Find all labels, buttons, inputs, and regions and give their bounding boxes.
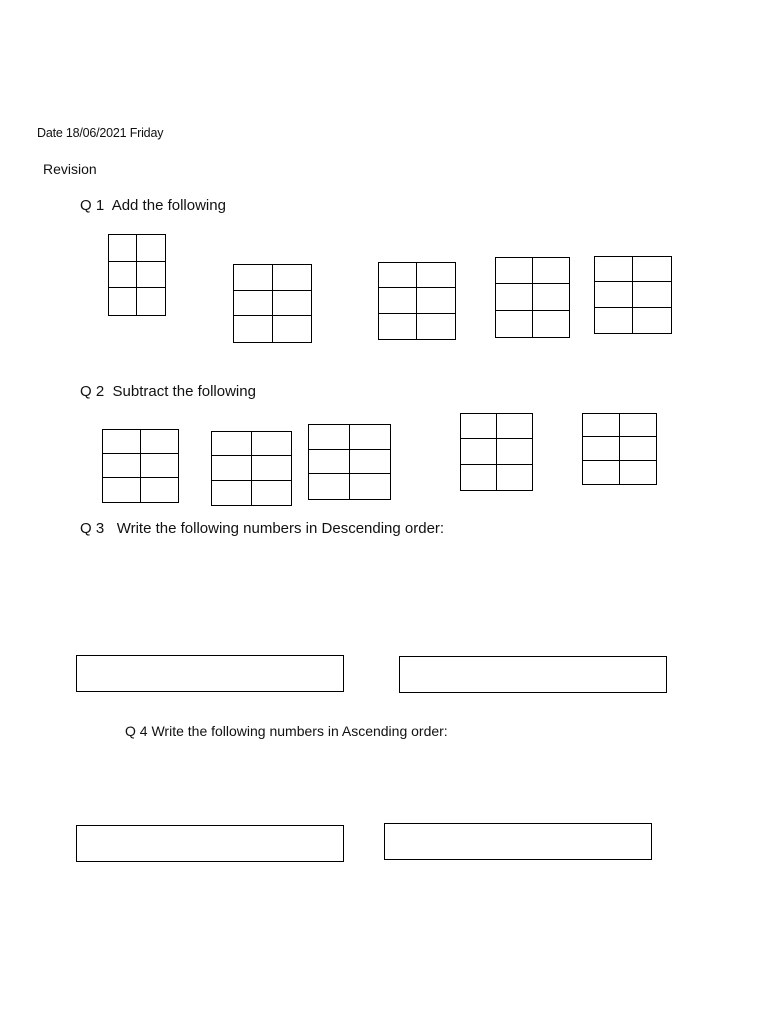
grid-cell[interactable] (234, 265, 273, 291)
grid-cell[interactable] (583, 461, 620, 484)
grid-cell[interactable] (496, 311, 533, 337)
grid-cell[interactable] (109, 288, 137, 315)
subtraction-grid[interactable] (102, 429, 179, 503)
grid-cell[interactable] (212, 481, 252, 505)
question-1-heading (80, 197, 226, 214)
grid-cell[interactable] (273, 316, 312, 342)
grid-cell[interactable] (234, 316, 273, 342)
ascending-answer-box[interactable] (76, 825, 344, 862)
subtraction-grid[interactable] (211, 431, 292, 506)
addition-grid[interactable] (594, 256, 672, 334)
grid-cell[interactable] (379, 263, 417, 288)
grid-cell[interactable] (496, 258, 533, 284)
grid-cell[interactable] (103, 478, 141, 502)
question-number: Q 3 (80, 520, 105, 537)
grid-cell[interactable] (461, 465, 497, 490)
date-label: Date 18/06/2021 Friday (37, 126, 164, 140)
question-text: Subtract the following (112, 383, 256, 400)
ascending-answer-box[interactable] (384, 823, 652, 860)
grid-cell[interactable] (212, 456, 252, 480)
grid-cell[interactable] (583, 437, 620, 460)
grid-cell[interactable] (309, 474, 350, 499)
grid-cell[interactable] (620, 414, 657, 437)
question-number: Q 2 (80, 383, 105, 400)
grid-cell[interactable] (633, 282, 671, 307)
grid-cell[interactable] (309, 450, 350, 475)
question-number: Q 4 (125, 723, 148, 739)
grid-cell[interactable] (212, 432, 252, 456)
addition-grid[interactable] (108, 234, 166, 316)
addition-grid[interactable] (233, 264, 312, 343)
question-3-heading (80, 520, 444, 537)
grid-cell[interactable] (417, 314, 455, 339)
addition-grid[interactable] (495, 257, 570, 338)
grid-cell[interactable] (137, 235, 165, 262)
grid-cell[interactable] (496, 284, 533, 310)
grid-cell[interactable] (350, 450, 391, 475)
grid-cell[interactable] (595, 282, 633, 307)
grid-cell[interactable] (417, 263, 455, 288)
grid-cell[interactable] (595, 257, 633, 282)
grid-cell[interactable] (595, 308, 633, 333)
grid-cell[interactable] (141, 454, 179, 478)
grid-cell[interactable] (350, 425, 391, 450)
question-number: Q 1 (80, 197, 105, 214)
grid-cell[interactable] (379, 288, 417, 313)
grid-cell[interactable] (252, 456, 292, 480)
grid-cell[interactable] (109, 235, 137, 262)
question-2-heading (80, 383, 256, 400)
grid-cell[interactable] (103, 430, 141, 454)
grid-cell[interactable] (141, 430, 179, 454)
grid-cell[interactable] (252, 432, 292, 456)
grid-cell[interactable] (417, 288, 455, 313)
grid-cell[interactable] (497, 439, 533, 464)
grid-cell[interactable] (633, 308, 671, 333)
grid-cell[interactable] (273, 291, 312, 317)
grid-cell[interactable] (620, 461, 657, 484)
grid-cell[interactable] (583, 414, 620, 437)
question-4-heading (125, 723, 448, 739)
grid-cell[interactable] (103, 454, 141, 478)
grid-cell[interactable] (497, 465, 533, 490)
addition-grid[interactable] (378, 262, 456, 340)
subtraction-grid[interactable] (308, 424, 391, 500)
descending-answer-box[interactable] (399, 656, 667, 693)
grid-cell[interactable] (350, 474, 391, 499)
grid-cell[interactable] (497, 414, 533, 439)
grid-cell[interactable] (533, 284, 570, 310)
grid-cell[interactable] (109, 262, 137, 289)
subtraction-grid[interactable] (460, 413, 533, 491)
grid-cell[interactable] (273, 265, 312, 291)
grid-cell[interactable] (533, 311, 570, 337)
grid-cell[interactable] (461, 414, 497, 439)
question-text: Write the following numbers in Ascending order: (151, 723, 448, 739)
grid-cell[interactable] (137, 288, 165, 315)
grid-cell[interactable] (309, 425, 350, 450)
grid-cell[interactable] (234, 291, 273, 317)
question-text: Write the following numbers in Descending order: (116, 520, 445, 537)
grid-cell[interactable] (533, 258, 570, 284)
grid-cell[interactable] (461, 439, 497, 464)
question-text: Add the following (111, 197, 226, 214)
grid-cell[interactable] (137, 262, 165, 289)
subtraction-grid[interactable] (582, 413, 657, 485)
grid-cell[interactable] (633, 257, 671, 282)
grid-cell[interactable] (141, 478, 179, 502)
grid-cell[interactable] (620, 437, 657, 460)
descending-answer-box[interactable] (76, 655, 344, 692)
grid-cell[interactable] (379, 314, 417, 339)
grid-cell[interactable] (252, 481, 292, 505)
section-title: Revision (43, 161, 97, 177)
